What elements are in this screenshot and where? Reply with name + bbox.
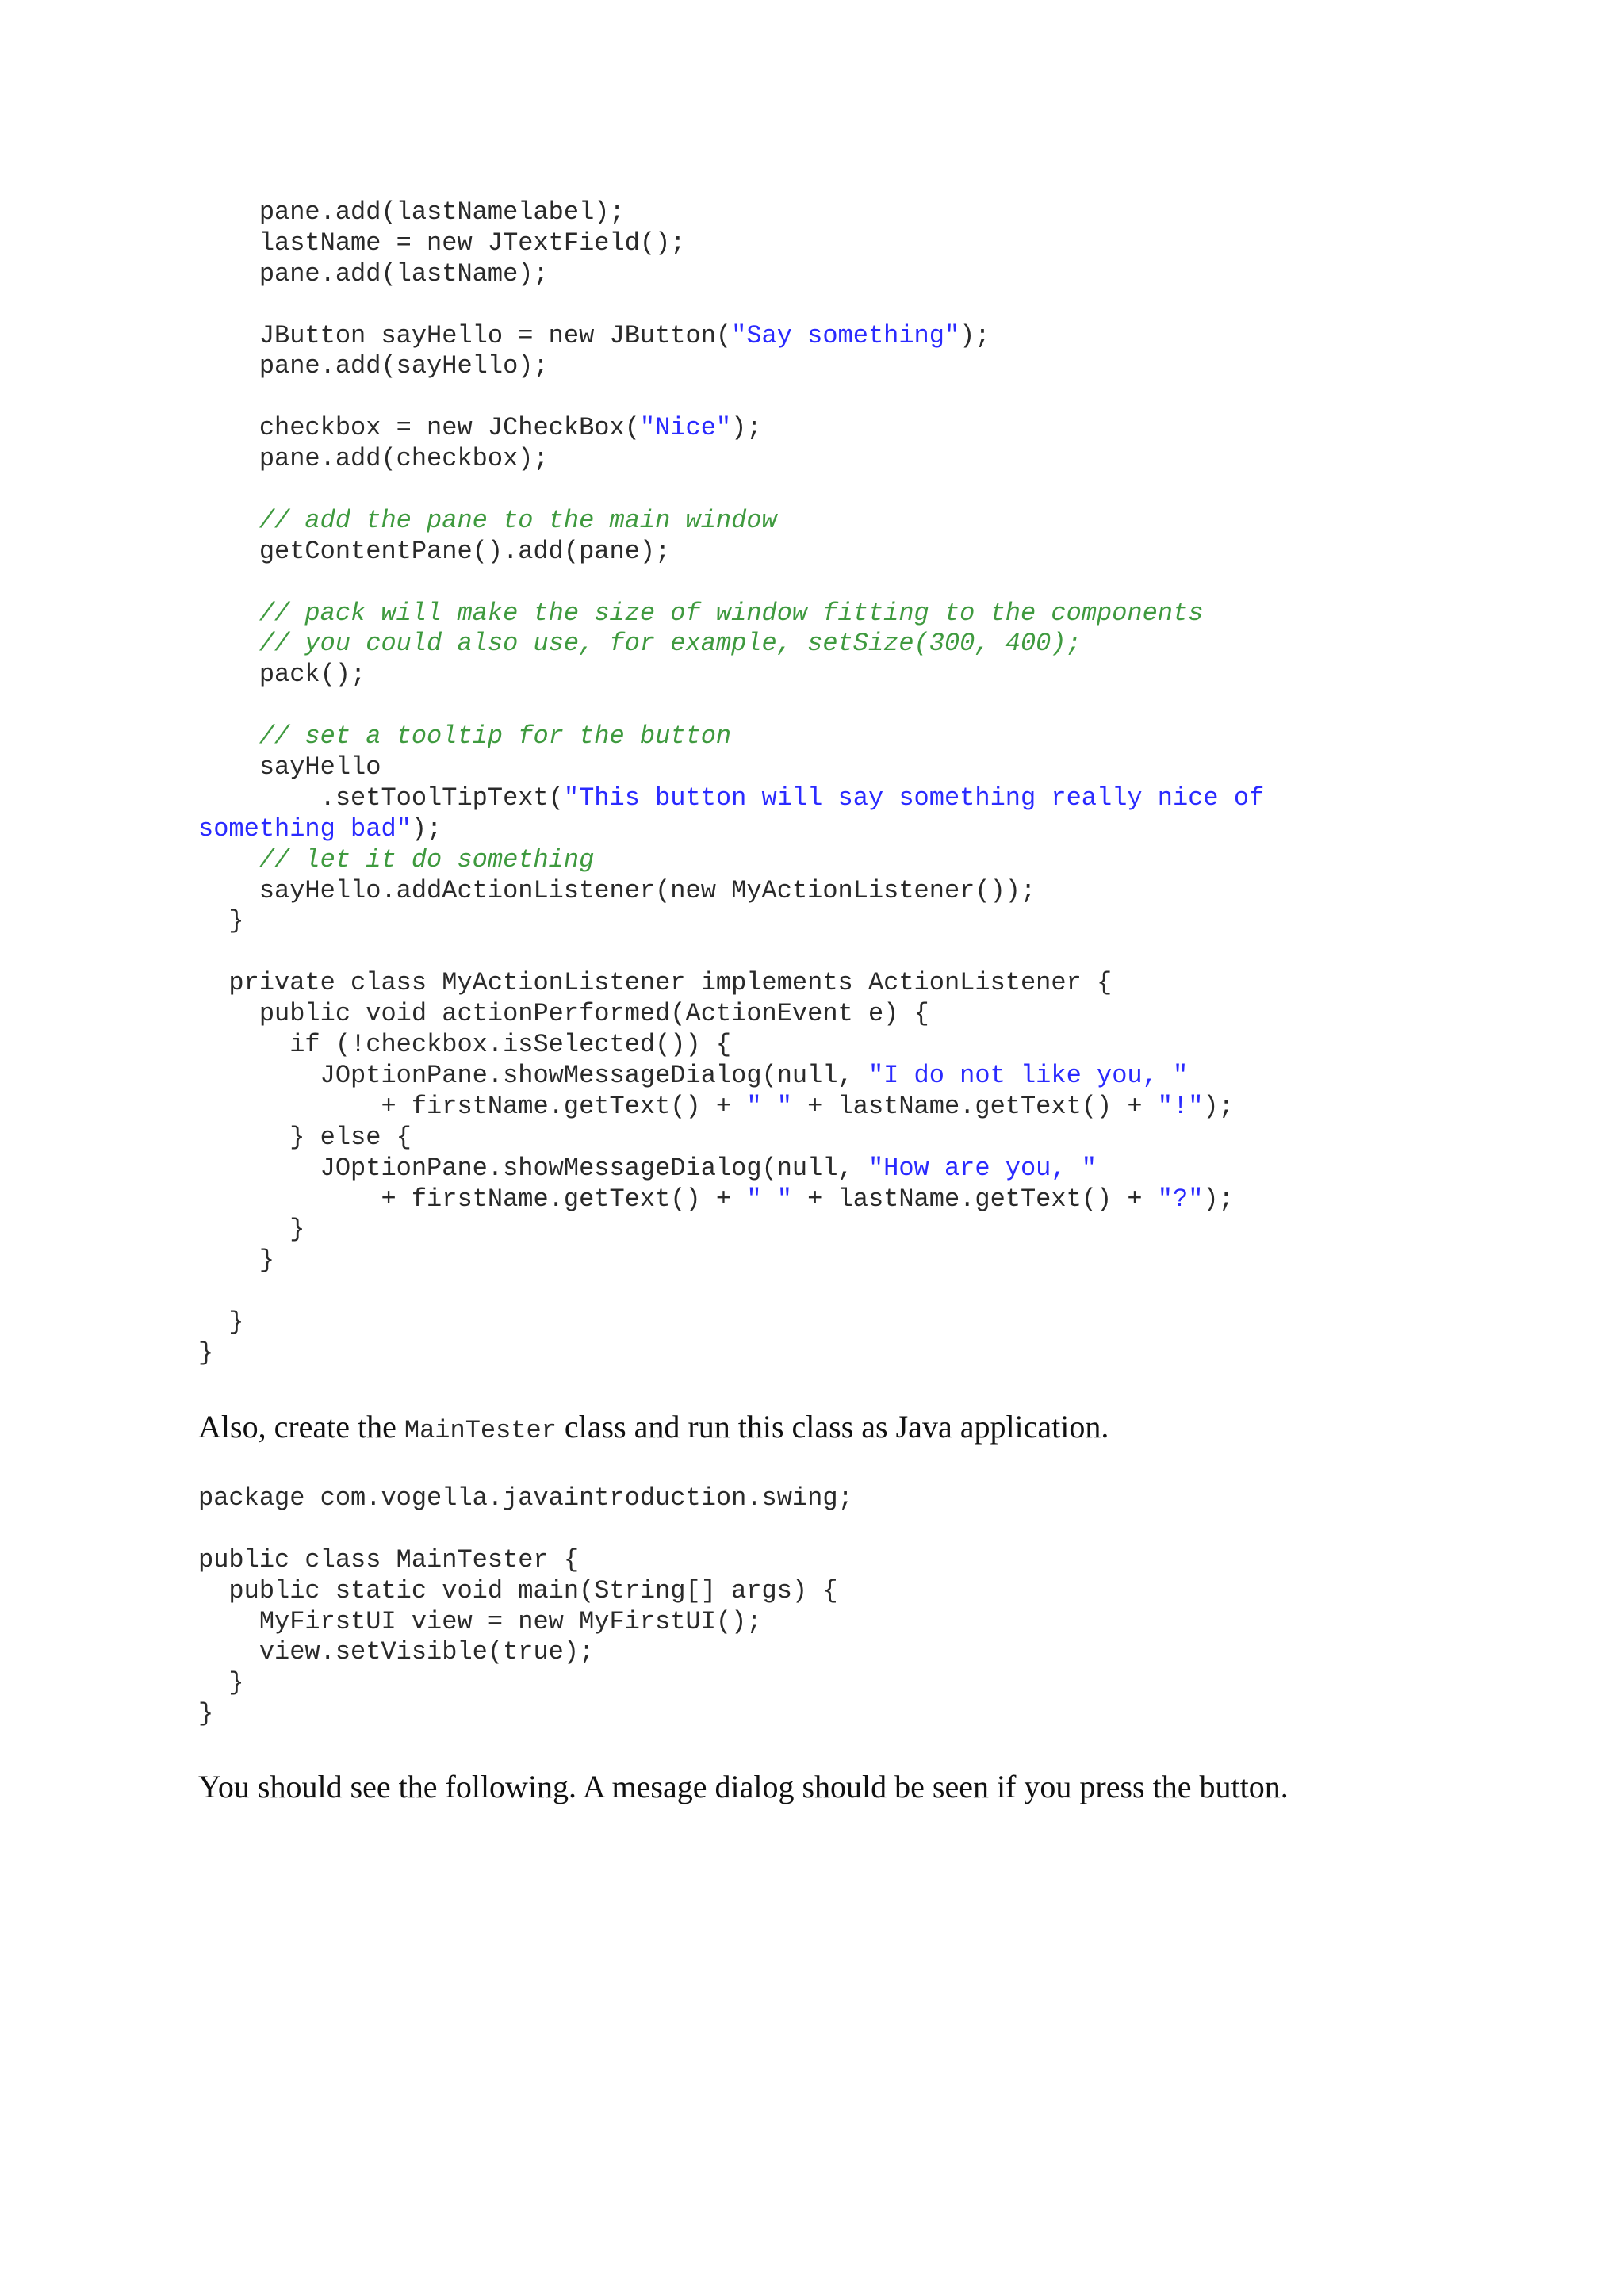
code-line [198, 1607, 853, 1638]
code-token: ); [1203, 1091, 1234, 1121]
code-line [198, 351, 1264, 382]
code-line [198, 1123, 1264, 1154]
string-literal: something bad" [198, 813, 412, 844]
code-token: JOptionPane.showMessageDialog(null, [198, 1153, 868, 1183]
code-line [198, 629, 1264, 660]
string-literal: "Nice" [639, 413, 732, 443]
code-line [198, 228, 1264, 259]
code-line [198, 906, 1264, 937]
code-line [198, 937, 1264, 968]
code-token: ); [959, 320, 990, 350]
code-line [198, 1668, 853, 1699]
code-line [198, 1061, 1264, 1092]
code-line [198, 1154, 1264, 1184]
code-line [198, 259, 1264, 290]
code-line [198, 999, 1264, 1030]
code-comment: // let it do something [198, 844, 595, 874]
code-token: pane.add(checkbox); [198, 444, 549, 474]
code-token: ); [1203, 1184, 1234, 1214]
code-line [198, 783, 1264, 814]
code-line [198, 1338, 1264, 1369]
code-token: JButton sayHello = new JButton( [198, 320, 732, 350]
code-token: private class MyActionListener implements ActionListener { [198, 968, 1113, 998]
code-comment: // pack will make the size of window fitting to the components [198, 598, 1204, 628]
code-line [198, 691, 1264, 721]
code-token: + firstName.getText() + [198, 1091, 747, 1121]
code-comment: // add the pane to the main window [198, 505, 777, 535]
paragraph-main-tester-intro [198, 1408, 1109, 1450]
code-line [198, 506, 1264, 537]
code-line [198, 660, 1264, 691]
code-line [198, 599, 1264, 629]
string-literal: " " [746, 1184, 792, 1214]
code-token: public static void main(String[] args) { [198, 1575, 838, 1605]
code-line [198, 1184, 1264, 1215]
code-line [198, 1483, 853, 1514]
code-line [198, 413, 1264, 444]
code-token: + firstName.getText() + [198, 1184, 747, 1214]
code-line [198, 1514, 853, 1545]
code-token: lastName = new JTextField(); [198, 228, 686, 258]
code-token: } [198, 1337, 214, 1368]
code-token: pane.add(lastName); [198, 258, 549, 289]
code-line [198, 1215, 1264, 1246]
code-token: view.setVisible(true); [198, 1637, 595, 1667]
code-token: } [198, 1699, 214, 1729]
code-token: ); [411, 813, 442, 844]
code-line [198, 845, 1264, 876]
code-token: public void actionPerformed(ActionEvent e) { [198, 999, 929, 1029]
code-line [198, 290, 1264, 321]
code-line [198, 1699, 853, 1730]
code-line [198, 721, 1264, 752]
string-literal: "This button will say something really nice of [563, 783, 1265, 813]
code-token: } [198, 1215, 305, 1245]
string-literal: " " [746, 1091, 792, 1121]
code-comment: // set a tooltip for the button [198, 721, 732, 752]
code-token: pane.add(lastNamelabel); [198, 197, 625, 227]
code-line [198, 752, 1264, 783]
code-token: + lastName.getText() + [791, 1091, 1158, 1121]
code-token: } [198, 906, 244, 936]
code-line [198, 475, 1264, 506]
code-line [198, 321, 1264, 352]
code-line [198, 444, 1264, 475]
code-line [198, 1545, 853, 1576]
code-token: } else { [198, 1122, 412, 1152]
code-token: ); [731, 413, 762, 443]
code-line [198, 1030, 1264, 1061]
code-token: pane.add(sayHello); [198, 351, 549, 381]
code-block-my-first-ui [198, 197, 1264, 1369]
code-line [198, 1576, 853, 1607]
code-token: pack(); [198, 660, 366, 690]
code-line [198, 382, 1264, 413]
code-line [198, 814, 1264, 845]
string-literal: "?" [1157, 1184, 1204, 1214]
code-token: package com.vogella.javaintroduction.swing; [198, 1483, 853, 1513]
code-token: if (!checkbox.isSelected()) { [198, 1030, 732, 1060]
code-token: .setToolTipText( [198, 783, 564, 813]
code-line [198, 1276, 1264, 1307]
code-token: public class MainTester { [198, 1544, 580, 1575]
string-literal: "I do not like you, " [868, 1060, 1189, 1090]
code-line [198, 1246, 1264, 1276]
code-token: getContentPane().add(pane); [198, 536, 671, 566]
code-token: checkbox = new JCheckBox( [198, 413, 640, 443]
paragraph-see-following: You should see the following. A mesage dialog should be seen if you press the button. [198, 1769, 1289, 1804]
code-line [198, 568, 1264, 599]
code-token: } [198, 1307, 244, 1337]
string-literal: "!" [1157, 1091, 1204, 1121]
string-literal: "Say something" [731, 320, 960, 350]
code-token: } [198, 1246, 275, 1276]
code-line [198, 197, 1264, 228]
string-literal: "How are you, " [868, 1153, 1097, 1183]
code-token: sayHello.addActionListener(new MyActionListener()); [198, 875, 1036, 905]
paragraph-text-after: class and run this class as Java application. [556, 1409, 1109, 1445]
code-block-main-tester [198, 1483, 853, 1730]
code-token: MyFirstUI view = new MyFirstUI(); [198, 1606, 762, 1636]
inline-code-main-tester: MainTester [404, 1416, 557, 1445]
code-token: + lastName.getText() + [791, 1184, 1158, 1214]
code-token: JOptionPane.showMessageDialog(null, [198, 1060, 868, 1090]
code-line [198, 876, 1264, 907]
code-comment: // you could also use, for example, setSize(300, 400); [198, 629, 1082, 659]
code-line [198, 1637, 853, 1668]
code-line [198, 1307, 1264, 1338]
code-line [198, 1092, 1264, 1123]
code-token: sayHello [198, 752, 381, 783]
code-line [198, 537, 1264, 568]
code-line [198, 968, 1264, 999]
code-token: } [198, 1668, 244, 1698]
paragraph-text-before: Also, create the [198, 1409, 404, 1445]
